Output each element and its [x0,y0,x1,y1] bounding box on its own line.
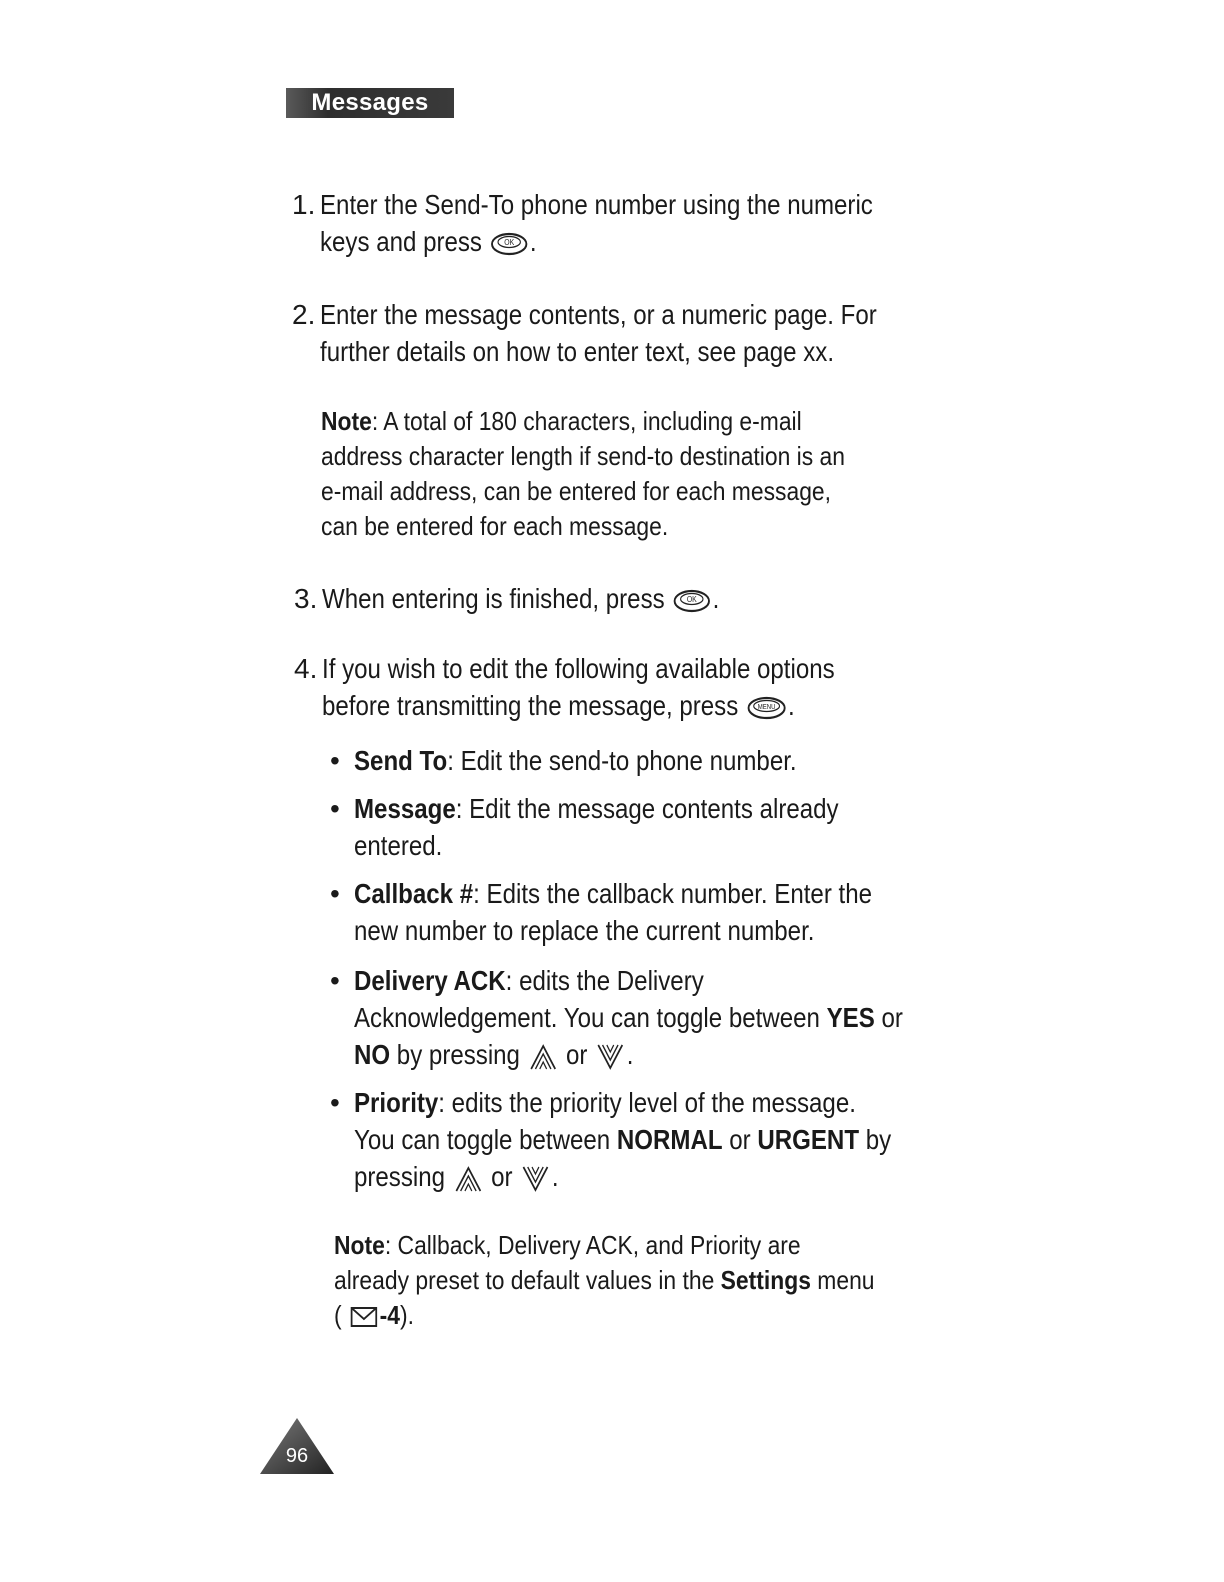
step-punct: . [787,690,795,721]
option-desc: or [491,1161,513,1192]
up-key-icon [453,1165,482,1193]
step-text: When entering is finished, press [322,583,665,614]
note-text: ( [334,1300,342,1330]
option-term: Delivery ACK [354,965,506,996]
step-punct: . [529,226,537,257]
option-desc: by [859,1124,892,1155]
step-punct: . [712,583,720,614]
step-1 [292,186,932,266]
envelope-icon [350,1305,378,1329]
option-desc: by pressing [390,1039,520,1070]
option-term: Callback # [354,878,474,909]
option-desc: or [566,1039,588,1070]
ok-key-icon [673,589,711,613]
step-number: 4. [294,653,318,684]
option-desc: new number to replace the current number. [354,915,815,946]
option-value: NORMAL [616,1124,723,1155]
option-desc: or [722,1124,758,1155]
bullet: • [330,965,340,996]
note-text: can be entered for each message. [321,511,669,541]
ok-key-label: OK [687,594,697,604]
option-desc: entered. [354,830,443,861]
note-text: already preset to default values in the [334,1265,721,1295]
menu-key-label: MENU [757,703,776,711]
step-text: Enter the Send-To phone number using the numeric [320,189,873,220]
section-title: Messages [311,89,429,116]
option-desc: or [874,1002,903,1033]
step-number: 3. [294,583,318,614]
note-box [321,404,941,544]
option-term: Send To [354,745,448,776]
note-text: e-mail address, can be entered for each message, [321,476,832,506]
note-label: Note [321,406,372,436]
option-value: YES [826,1002,875,1033]
page-number: 96 [285,1445,309,1467]
menu-key-icon [747,696,787,720]
step-text: before transmitting the message, press [322,690,739,721]
option-value: URGENT [757,1124,860,1155]
option-value: NO [354,1039,391,1070]
option-desc: : Edit the message contents already [455,793,839,824]
option-term: Message [354,793,456,824]
step-2 [292,296,932,376]
note-text: : Callback, Delivery ACK, and Priority are [384,1230,801,1260]
option-desc: : edits the Delivery [505,965,704,996]
option-desc: . [551,1161,559,1192]
option-desc: pressing [354,1161,446,1192]
step-3 [294,580,934,620]
bullet: • [330,1087,340,1118]
step-text: keys and press [320,226,482,257]
bullet: • [330,878,340,909]
step-text: If you wish to edit the following available options [322,653,835,684]
option-desc: : Edits the callback number. Enter the [473,878,873,909]
step-text: further details on how to enter text, see page xx. [320,336,835,367]
step-number: 1. [292,189,316,220]
menu-shortcut-number: -4 [379,1300,401,1330]
bullet: • [330,745,340,776]
down-key-icon [596,1043,625,1071]
ok-key-icon [490,232,528,256]
settings-menu-name: Settings [720,1265,811,1295]
section-header-tab [286,88,454,118]
option-desc: : edits the priority level of the message. [438,1087,856,1118]
up-key-icon [528,1043,557,1071]
note-text: : A total of 180 characters, including e-mail [371,406,802,436]
option-desc: You can toggle between [354,1124,617,1155]
step-text: Enter the message contents, or a numeric page. For [320,299,877,330]
bullet: • [330,793,340,824]
note-label: Note [334,1230,385,1260]
option-desc: : Edit the send-to phone number. [447,745,797,776]
option-desc: Acknowledgement. You can toggle between [354,1002,827,1033]
note-text: menu [810,1265,875,1295]
step-number: 2. [292,299,316,330]
note-text: address character length if send-to destination is an [321,441,846,471]
ok-key-label: OK [504,237,515,247]
note-text: ). [400,1300,415,1330]
down-key-icon [521,1165,550,1193]
page-number-badge [258,1416,336,1476]
option-term: Priority [354,1087,439,1118]
step-4 [294,650,934,730]
option-desc: . [626,1039,634,1070]
note-box [334,1228,954,1333]
